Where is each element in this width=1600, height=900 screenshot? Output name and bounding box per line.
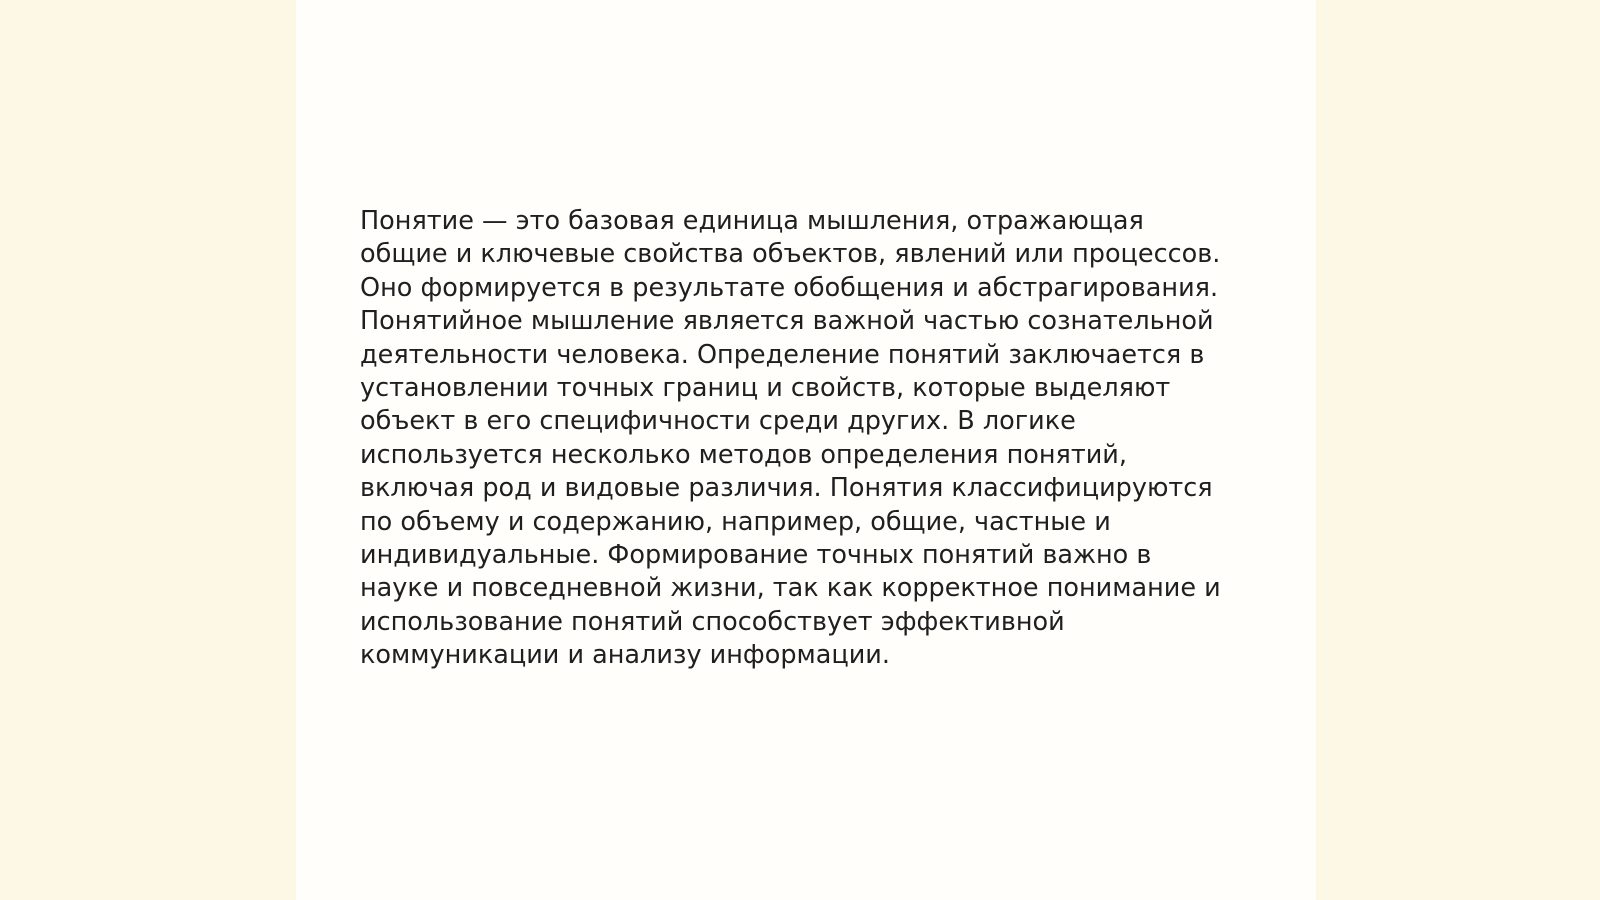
paragraph-line: Понятийное мышление является важной частью сознательной xyxy=(360,306,1214,337)
paragraph-line: Оно формируется в результате обобщения и абстрагирования. xyxy=(360,272,1219,303)
paragraph-line: использование понятий способствует эффективной xyxy=(360,606,1065,637)
paragraph-line: включая род и видовые различия. Понятия классифицируются xyxy=(360,473,1213,504)
paragraph-line: коммуникации и анализу информации. xyxy=(360,640,890,671)
paragraph-line: используется несколько методов определения понятий, xyxy=(360,439,1127,470)
paragraph-line: по объему и содержанию, например, общие, частные и xyxy=(360,506,1111,537)
paragraph-line: объект в его специфичности среди других. В логике xyxy=(360,406,1076,437)
paragraph-line: деятельности человека. Определение понятий заключается в xyxy=(360,339,1205,370)
paragraph-line: установлении точных границ и свойств, которые выделяют xyxy=(360,373,1171,404)
paragraph-line: науке и повседневной жизни, так как корректное понимание и xyxy=(360,573,1221,604)
slide xyxy=(296,0,1316,900)
paragraph-line: Понятие — это базовая единица мышления, отражающая xyxy=(360,206,1144,236)
body-paragraph xyxy=(360,205,1260,673)
paragraph-line: индивидуальные. Формирование точных понятий важно в xyxy=(360,540,1152,571)
paragraph-line: общие и ключевые свойства объектов, явлений или процессов. xyxy=(360,239,1221,270)
